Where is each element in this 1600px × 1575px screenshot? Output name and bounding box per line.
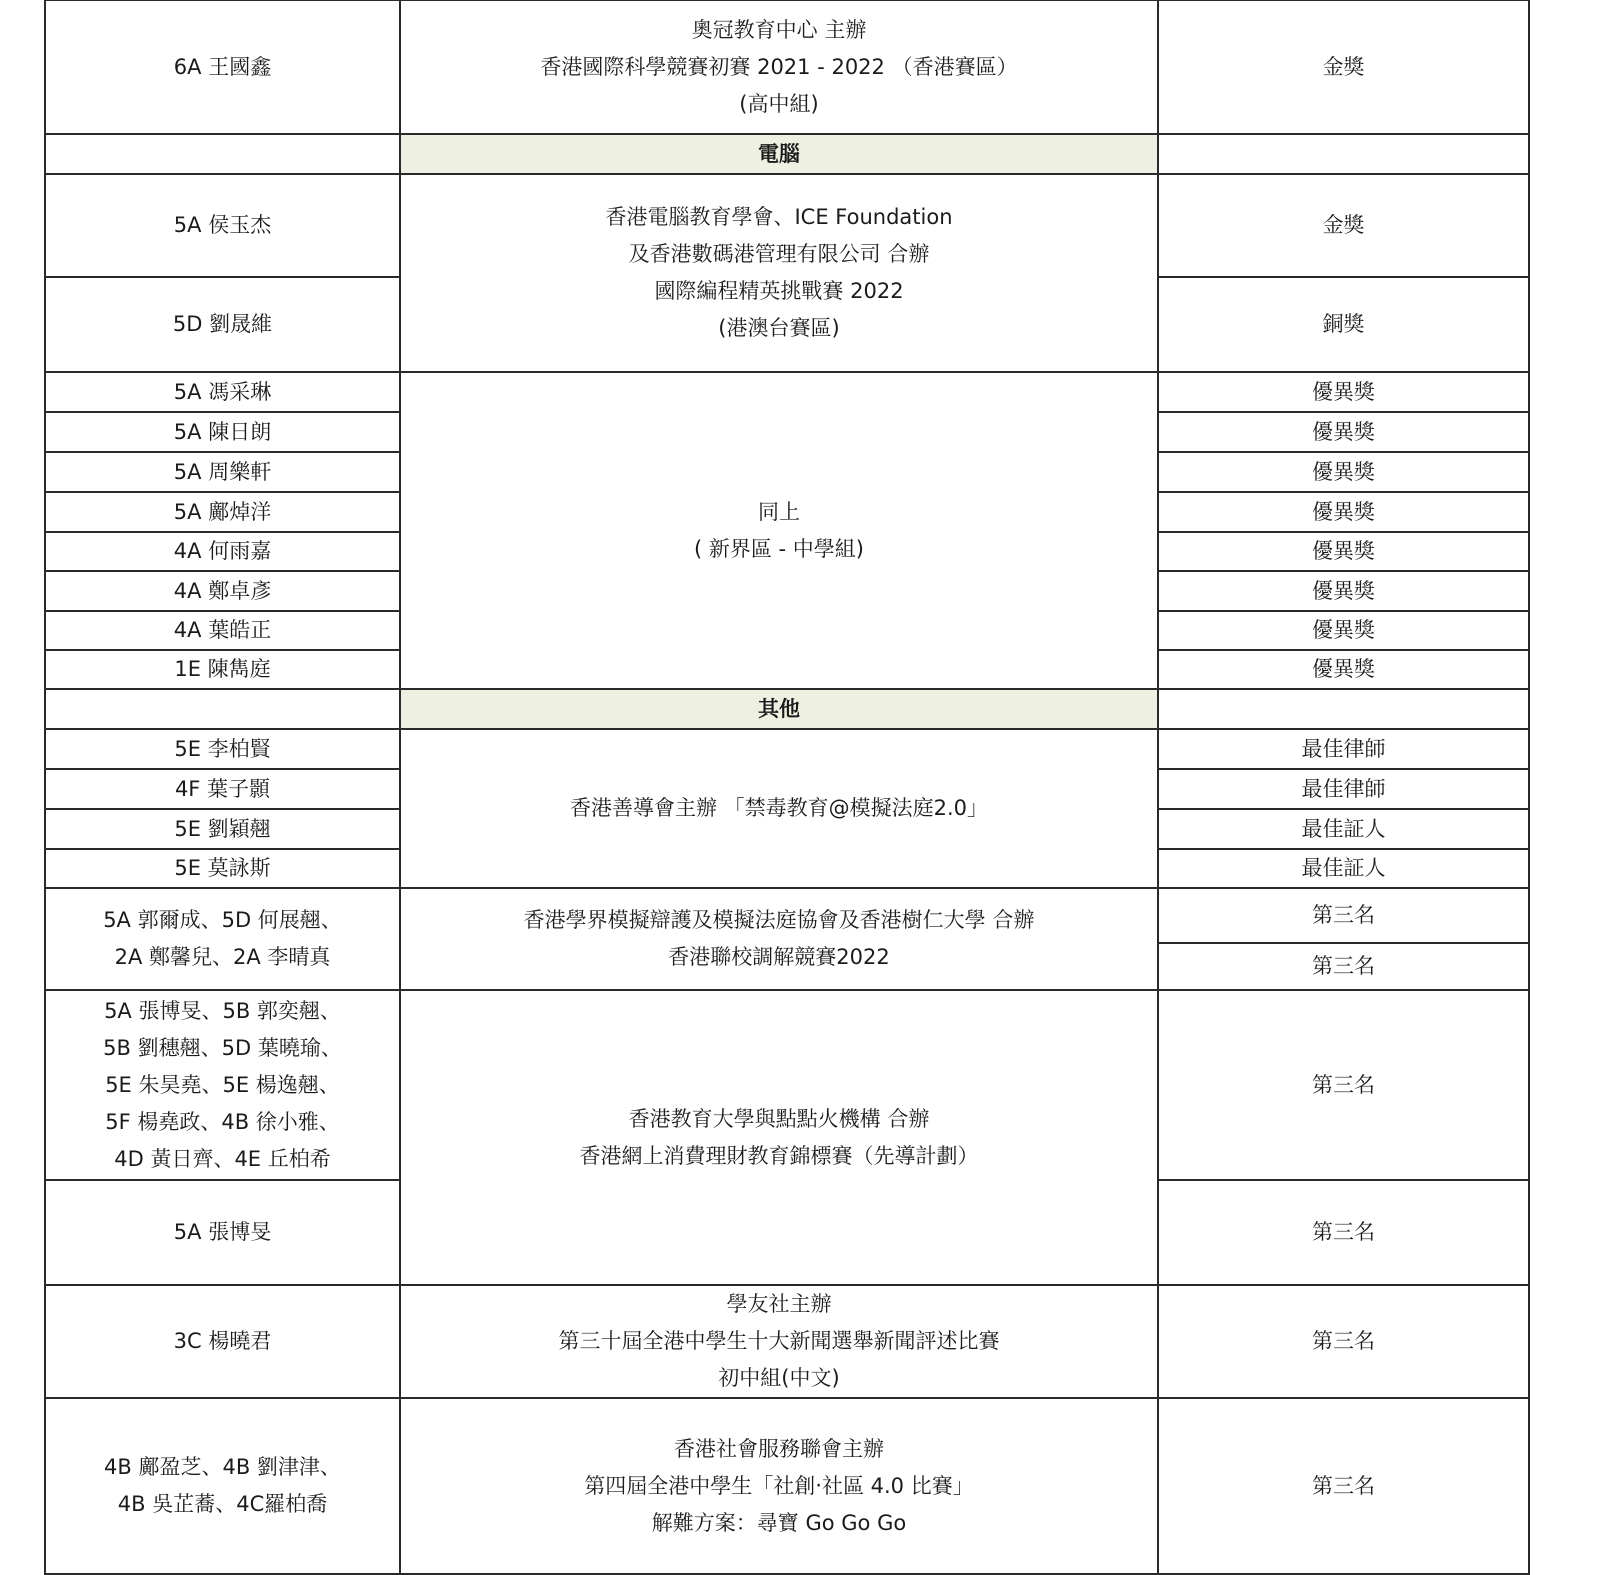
section-spacer-cell xyxy=(45,689,400,729)
student-line: 5E 朱昊堯、5E 楊逸翹、 xyxy=(105,1072,340,1097)
student-cell: 5A 馮采琳 xyxy=(45,372,400,412)
student-line: 4B 鄺盈芝、4B 劉津津、 xyxy=(104,1455,341,1479)
student-cell: 5A 周樂軒 xyxy=(45,452,400,492)
table-row xyxy=(45,990,1529,1180)
student-line: 2A 鄭馨兒、2A 李晴真 xyxy=(114,945,331,969)
table-row xyxy=(45,888,1529,943)
student-cell xyxy=(45,990,400,1180)
competition-line: 第三十屆全港中學生十大新聞選舉新聞評述比賽 xyxy=(558,1329,1000,1353)
competition-line: 香港學界模擬辯護及模擬法庭協會及香港樹仁大學 合辦 xyxy=(523,908,1035,932)
student-line: 5F 楊堯政、4B 徐小雅、 xyxy=(105,1109,340,1134)
section-row xyxy=(45,689,1529,729)
competition-line: 初中組(中文) xyxy=(718,1366,840,1390)
award-cell: 最佳証人 xyxy=(1158,849,1529,888)
award-cell: 優異獎 xyxy=(1158,492,1529,532)
table-row xyxy=(45,372,1529,412)
student-line: 5B 劉穗翹、5D 葉曉瑜、 xyxy=(103,1035,342,1060)
award-cell: 優異獎 xyxy=(1158,452,1529,492)
student-cell: 5E 劉穎翹 xyxy=(45,809,400,849)
table-row xyxy=(45,1285,1529,1398)
award-cell: 第三名 xyxy=(1158,1398,1529,1574)
competition-cell: 香港善導會主辦 「禁毒教育@模擬法庭2.0」 xyxy=(400,729,1158,888)
award-cell: 優異獎 xyxy=(1158,571,1529,611)
table-row xyxy=(45,0,1529,134)
competition-cell xyxy=(400,372,1158,689)
award-cell: 最佳律師 xyxy=(1158,729,1529,769)
student-cell: 5A 鄺焯洋 xyxy=(45,492,400,532)
table-row xyxy=(45,729,1529,769)
table-row xyxy=(45,1398,1529,1574)
award-cell: 銅獎 xyxy=(1158,277,1529,372)
student-cell: 5D 劉晟維 xyxy=(45,277,400,372)
student-cell: 3C 楊曉君 xyxy=(45,1285,400,1398)
award-cell: 優異獎 xyxy=(1158,532,1529,571)
award-cell: 第三名 xyxy=(1158,888,1529,943)
section-spacer-cell xyxy=(1158,134,1529,174)
award-cell: 第三名 xyxy=(1158,990,1529,1180)
competition-cell xyxy=(400,0,1158,134)
student-cell: 5A 陳日朗 xyxy=(45,412,400,452)
competition-line: 及香港數碼港管理有限公司 合辦 xyxy=(628,242,930,266)
competition-cell xyxy=(400,990,1158,1285)
student-cell: 4A 何雨嘉 xyxy=(45,532,400,571)
section-row xyxy=(45,134,1529,174)
competition-cell xyxy=(400,888,1158,990)
competition-line: (港澳台賽區) xyxy=(718,316,840,340)
student-cell: 5E 李柏賢 xyxy=(45,729,400,769)
section-spacer-cell xyxy=(1158,689,1529,729)
award-cell: 優異獎 xyxy=(1158,412,1529,452)
student-cell: 5A 侯玉杰 xyxy=(45,174,400,277)
student-cell: 4A 鄭卓彥 xyxy=(45,571,400,611)
competition-line: 香港網上消費理財教育錦標賽（先導計劃） xyxy=(579,1143,979,1168)
table-row xyxy=(45,174,1529,277)
competition-cell xyxy=(400,1285,1158,1398)
competition-line: (高中組) xyxy=(739,91,819,116)
student-line: 4B 吳芷蕎、4C羅柏喬 xyxy=(117,1492,328,1516)
award-cell: 優異獎 xyxy=(1158,372,1529,412)
competition-line: 國際編程精英挑戰賽 2022 xyxy=(654,279,904,303)
award-cell: 最佳証人 xyxy=(1158,809,1529,849)
student-cell: 5E 莫詠斯 xyxy=(45,849,400,888)
section-title-computer: 電腦 xyxy=(400,134,1158,174)
competition-line: 奧冠教育中心 主辦 xyxy=(691,17,867,42)
student-cell xyxy=(45,888,400,990)
award-cell: 金獎 xyxy=(1158,174,1529,277)
student-cell xyxy=(45,1398,400,1574)
competition-line: 同上 xyxy=(758,499,800,524)
student-cell: 1E 陳雋庭 xyxy=(45,650,400,689)
section-spacer-cell xyxy=(45,134,400,174)
student-cell: 6A 王國鑫 xyxy=(45,0,400,134)
competition-line: 解難方案：尋寶 Go Go Go xyxy=(651,1510,907,1535)
student-line: 5A 郭爾成、5D 何展翹、 xyxy=(103,908,342,932)
award-cell: 金獎 xyxy=(1158,0,1529,134)
award-cell: 第三名 xyxy=(1158,1180,1529,1285)
student-cell: 4F 葉子顥 xyxy=(45,769,400,809)
competition-line: 香港電腦教育學會、ICE Foundation xyxy=(605,205,953,229)
award-cell: 最佳律師 xyxy=(1158,769,1529,809)
competition-line: 香港國際科學競賽初賽 2021 - 2022 （香港賽區） xyxy=(540,54,1018,79)
competition-line: ( 新界區 - 中學組) xyxy=(694,536,864,561)
competition-cell xyxy=(400,174,1158,372)
award-cell: 第三名 xyxy=(1158,1285,1529,1398)
awards-table xyxy=(44,0,1530,1575)
section-title-other: 其他 xyxy=(400,689,1158,729)
competition-cell xyxy=(400,1398,1158,1574)
award-cell: 優異獎 xyxy=(1158,611,1529,650)
student-line: 5A 張博旻、5B 郭奕翹、 xyxy=(104,998,341,1023)
award-cell: 第三名 xyxy=(1158,943,1529,990)
competition-line: 香港聯校調解競賽2022 xyxy=(668,945,890,969)
competition-line: 第四屆全港中學生「社創‧社區 4.0 比賽」 xyxy=(584,1473,974,1498)
competition-line: 香港社會服務聯會主辦 xyxy=(674,1436,884,1461)
student-line: 4D 黃日齊、4E 丘柏希 xyxy=(114,1146,331,1171)
student-cell: 5A 張博旻 xyxy=(45,1180,400,1285)
award-cell: 優異獎 xyxy=(1158,650,1529,689)
competition-line: 香港教育大學與點點火機構 合辦 xyxy=(628,1106,930,1131)
competition-line: 學友社主辦 xyxy=(726,1292,832,1316)
student-cell: 4A 葉皓正 xyxy=(45,611,400,650)
